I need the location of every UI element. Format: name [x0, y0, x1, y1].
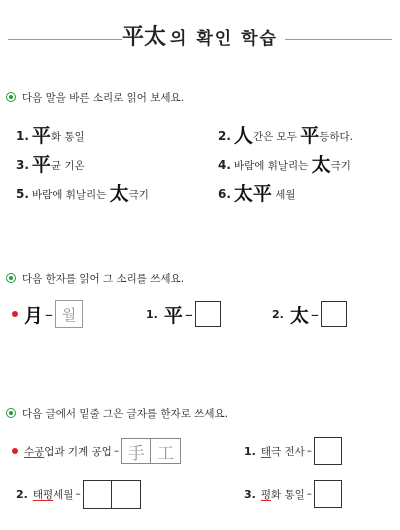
- page-title: [0, 20, 400, 51]
- example-answer-box: 工: [151, 438, 181, 464]
- answer-box[interactable]: [195, 301, 221, 327]
- s1-item-1: 1. 平화 통일: [16, 125, 85, 147]
- s1-item-5: 5. 바람에 휘날리는 太극기: [16, 183, 149, 205]
- example-hanja: 月: [24, 304, 44, 327]
- circle-bullet-icon: [6, 408, 16, 418]
- circle-bullet-icon: [6, 273, 16, 283]
- answer-box[interactable]: [314, 480, 342, 508]
- s1-item-3: 3. 平균 기온: [16, 154, 85, 176]
- s1-item-4: 4. 바람에 휘날리는 太극기: [218, 154, 351, 176]
- section3-instruction: 다음 글에서 밑줄 그은 글자를 한자로 쓰세요.: [6, 406, 228, 421]
- s3-item-1: 1. 태 극 전사 –: [244, 436, 342, 466]
- answer-box[interactable]: [314, 437, 342, 465]
- s3-example: 수공 업과 기계 공업 – 手 工: [12, 436, 181, 466]
- red-dot-icon: [12, 311, 18, 317]
- s2-example: 月 – 월: [12, 299, 83, 329]
- title-text: 의 확인 학습: [170, 29, 278, 49]
- s3-item-2: 2. 태평 세월 –: [16, 479, 141, 509]
- s2-item-1: 1. 平 –: [146, 299, 221, 329]
- s2-item-2: 2. 太 –: [272, 299, 347, 329]
- circle-bullet-icon: [6, 92, 16, 102]
- s1-item-6: 6. 太平 세월: [218, 183, 296, 205]
- section1-instruction: 다음 말을 바른 소리로 읽어 보세요.: [6, 90, 184, 105]
- title-hanja: 平太: [122, 24, 167, 50]
- example-answer-box: 手: [121, 438, 151, 464]
- red-dot-icon: [12, 448, 18, 454]
- answer-box[interactable]: [112, 480, 141, 509]
- answer-box[interactable]: [321, 301, 347, 327]
- s3-item-3: 3. 평 화 통일 –: [244, 479, 342, 509]
- answer-box[interactable]: [83, 480, 112, 509]
- section2-instruction: 다음 한자를 읽어 그 소리를 쓰세요.: [6, 271, 184, 286]
- s1-item-2: 2. 人간은 모두 平등하다.: [218, 125, 353, 147]
- example-answer-box: 월: [55, 300, 83, 328]
